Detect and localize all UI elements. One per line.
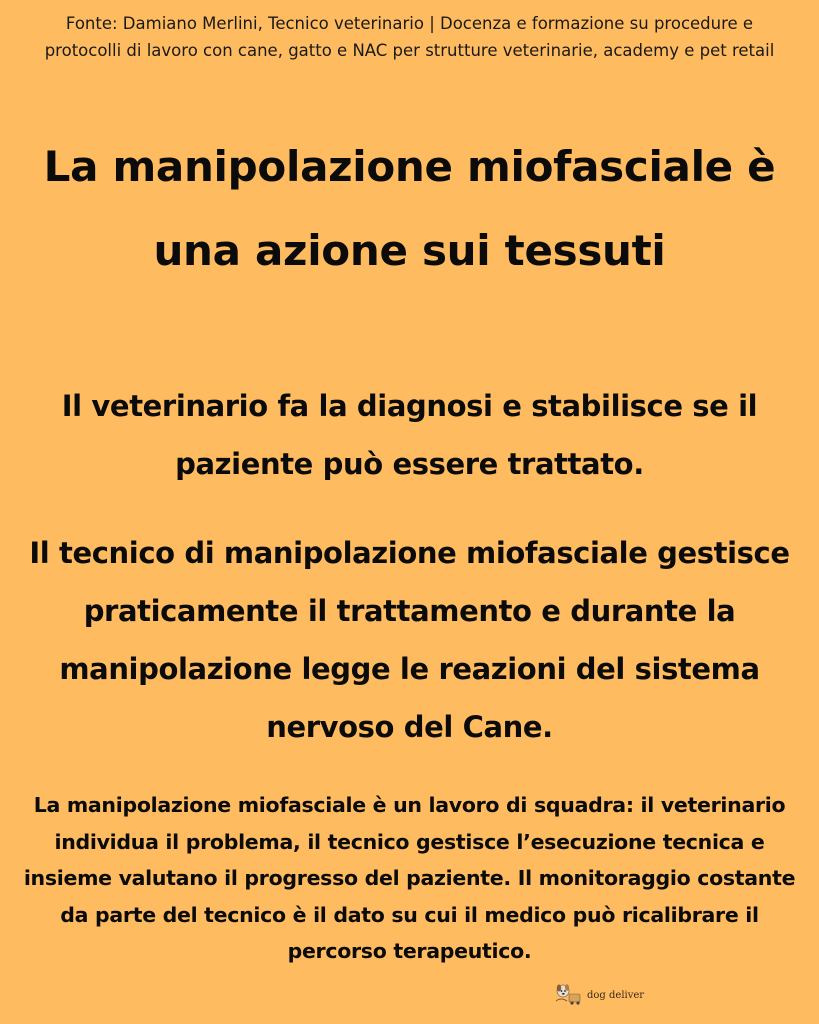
brand-logo-text: dog deliver [587, 989, 645, 1001]
teamwork-note: La manipolazione miofasciale è un lavoro di squadra: il veterinario individua il problema, il tecnico gestisce l’esecuzione tecnica e insieme valutano il progresso del paziente. Il monitoraggio costante da parte del tecnico è il dato su cui il medico può ricalibrare il percorso terapeutico. [23, 793, 796, 963]
dog-logo-icon [553, 982, 583, 1008]
paragraph-veterinarian: Il veterinario fa la diagnosi e stabilisce se il paziente può essere trattato. [61, 389, 758, 481]
page-title: La manipolazione miofasciale è una azione sui tessuti [43, 142, 776, 275]
paragraph-technician: Il tecnico di manipolazione miofasciale gestisce praticamente il trattamento e durante la manipolazione legge le reazioni del sistema nervoso del Cane. [29, 536, 790, 744]
brand-logo [553, 982, 644, 1008]
source-credit: Fonte: Damiano Merlini, Tecnico veterinario | Docenza e formazione su procedure e protocolli di lavoro con cane, gatto e NAC per strutture veterinarie, academy e pet retail [44, 14, 775, 60]
